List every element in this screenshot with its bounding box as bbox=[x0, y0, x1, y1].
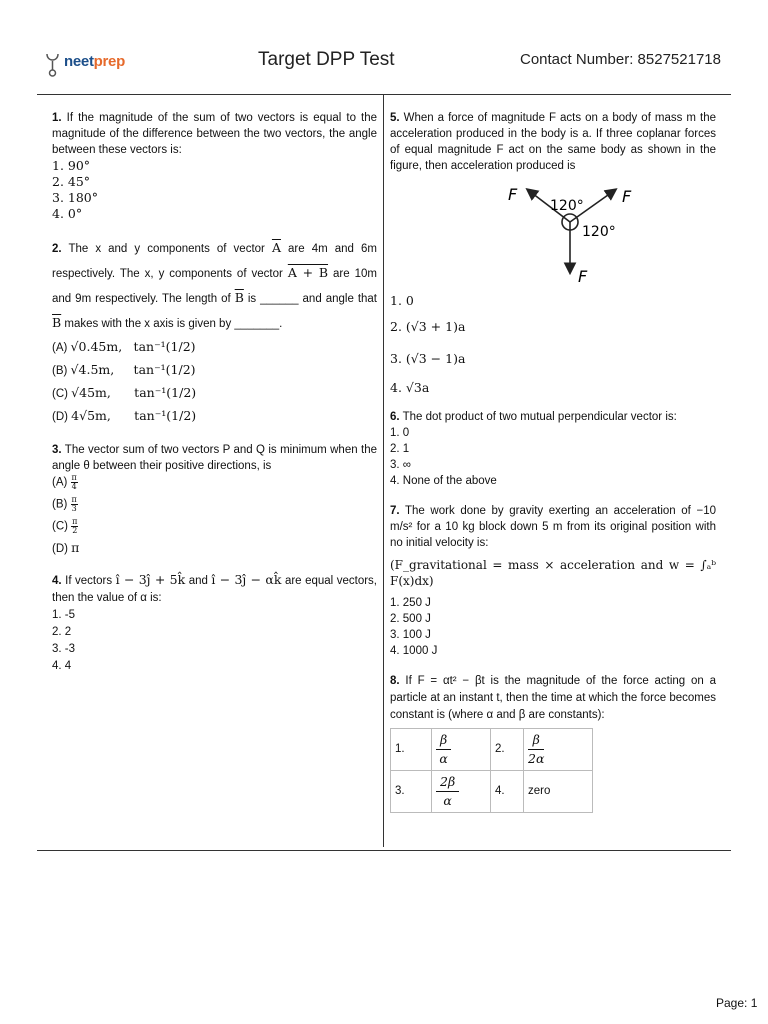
option: 3. 180° bbox=[52, 190, 99, 205]
question-text: When a force of magnitude F acts on a body of mass m the acceleration produced in the body is a. If three coplanar forces of equal magnitude F act on the same body as shown in the figure, then acceleration produced is bbox=[390, 112, 716, 172]
question-5 bbox=[390, 110, 716, 401]
option: 4. None of the above bbox=[390, 475, 497, 487]
contact-number: Contact Number: 8527521718 bbox=[520, 51, 721, 68]
option: (B) $\frac{\pi}{3}$ bbox=[52, 495, 77, 513]
option-value: $\frac{\beta}{\alpha}$ bbox=[432, 729, 491, 771]
work-formula: (F_gravitational = mass × acceleration and w = ∫ₐᵇ F(x)dx) bbox=[390, 558, 716, 588]
question-text: are equal vectors, then the value of α is: bbox=[52, 575, 378, 604]
question-number: 3. bbox=[52, 444, 62, 456]
question-number: 2. bbox=[52, 243, 62, 255]
right-column bbox=[390, 110, 716, 827]
question-text: makes with the x axis is given by _______. bbox=[64, 318, 283, 330]
question-number: 5. bbox=[390, 112, 400, 124]
option: 4. 0° bbox=[52, 206, 83, 221]
force-label: F bbox=[578, 267, 588, 285]
question-text: The vector sum of two vectors P and Q is minimum when the angle θ between their positive directions, is bbox=[52, 444, 377, 472]
option: 1. 90° bbox=[52, 158, 91, 173]
question-text: and bbox=[188, 575, 208, 587]
option-value: $\frac{2\beta}{\alpha}$ bbox=[432, 771, 491, 813]
option: 4. √3a bbox=[390, 380, 430, 395]
option: 2. 1 bbox=[390, 443, 410, 455]
page-title: Target DPP Test bbox=[258, 49, 395, 70]
question-text: The x and y components of vector bbox=[68, 243, 265, 255]
option-value: $\frac{\beta}{2\alpha}$ bbox=[524, 729, 593, 771]
question-number: 7. bbox=[390, 505, 400, 517]
option: 3. -3 bbox=[52, 643, 76, 655]
option: (B) √4.5m, tan⁻¹(1/2) bbox=[52, 362, 196, 377]
question-number: 4. bbox=[52, 575, 62, 587]
question-text: If the magnitude of the sum of two vectors is equal to the magnitude of the difference between the two vectors, the angle between these vectors is: bbox=[52, 112, 377, 156]
option: 3. (√3 − 1)a bbox=[390, 351, 466, 366]
page-header bbox=[0, 0, 768, 92]
option: 2. (√3 + 1)a bbox=[390, 319, 466, 334]
question-text: is ______ and angle that bbox=[247, 293, 378, 305]
option: (C) $\frac{\pi}{2}$ bbox=[52, 517, 78, 535]
option-label: 3. bbox=[391, 771, 432, 813]
question-4 bbox=[52, 571, 377, 675]
footer-divider bbox=[37, 850, 731, 851]
options-table bbox=[390, 728, 593, 813]
left-column bbox=[52, 110, 377, 689]
option-value: zero bbox=[524, 771, 593, 813]
option: 3. ∞ bbox=[390, 459, 411, 471]
option-label: 2. bbox=[491, 729, 524, 771]
option: 1. 250 J bbox=[390, 597, 431, 609]
logo-text: neetprep bbox=[64, 53, 125, 70]
option: 4. 4 bbox=[52, 660, 72, 672]
question-number: 1. bbox=[52, 112, 62, 124]
column-divider bbox=[383, 95, 384, 847]
question-3 bbox=[52, 442, 377, 557]
question-1 bbox=[52, 110, 377, 222]
vector-b: $\overline{B}$ bbox=[52, 315, 62, 330]
question-text: If vectors bbox=[65, 575, 113, 587]
header-divider bbox=[37, 94, 731, 95]
question-number: 6. bbox=[390, 411, 400, 423]
option: 2. 45° bbox=[52, 174, 91, 189]
option: 1. -5 bbox=[52, 609, 76, 621]
angle-label: 120° bbox=[582, 224, 616, 240]
options-list bbox=[52, 336, 377, 428]
force-label: F bbox=[508, 185, 518, 204]
vector-a-plus-b: A + B bbox=[287, 265, 329, 280]
question-8 bbox=[390, 673, 716, 813]
force-diagram bbox=[500, 180, 640, 285]
question-text: If F = αt² − βt is the magnitude of the force acting on a particle at an instant t, then the time at which the force becomes constant is (where α and β are constants): bbox=[390, 675, 716, 721]
option: 3. 100 J bbox=[390, 629, 431, 641]
vector-2: î − 3ĵ − αk̂ bbox=[211, 572, 282, 587]
vector-a: $\overline{A}$ bbox=[271, 240, 281, 255]
option: (D) 4√5m, tan⁻¹(1/2) bbox=[52, 408, 197, 423]
question-text: The dot product of two mutual perpendicular vector is: bbox=[402, 411, 677, 423]
option-label: 1. bbox=[391, 729, 432, 771]
question-6 bbox=[390, 409, 716, 489]
angle-label: 120° bbox=[550, 198, 584, 214]
question-7 bbox=[390, 503, 716, 659]
option: (A) $\frac{\pi}{4}$ bbox=[52, 473, 77, 491]
vector-1: î − 3ĵ + 5k̂ bbox=[115, 572, 186, 587]
option: 1. 0 bbox=[390, 293, 414, 308]
force-label: F bbox=[622, 187, 632, 206]
question-number: 8. bbox=[390, 675, 400, 687]
option-label: 4. bbox=[491, 771, 524, 813]
vector-b: $\overline{B}$ bbox=[234, 290, 244, 305]
question-text: are 10m and 9m respectively. The length of bbox=[52, 268, 377, 305]
option: (C) √45m, tan⁻¹(1/2) bbox=[52, 385, 197, 400]
stethoscope-icon bbox=[44, 52, 62, 78]
option: 4. 1000 J bbox=[390, 645, 438, 657]
page-number: Page: 1 bbox=[716, 996, 758, 1010]
option: 2. 500 J bbox=[390, 613, 431, 625]
option: (D) π bbox=[52, 540, 80, 555]
question-text: are 4m and 6m respectively. The x, y components of vector bbox=[52, 243, 377, 280]
neetprep-logo bbox=[44, 52, 144, 80]
question-text: The work done by gravity exerting an acceleration of −10 m/s² for a 10 kg block down 5 m from its original position with no initial velocity is: bbox=[390, 505, 716, 549]
option: 2. 2 bbox=[52, 626, 72, 638]
option: (A) √0.45m, tan⁻¹(1/2) bbox=[52, 339, 196, 354]
question-2 bbox=[52, 236, 377, 428]
option: 1. 0 bbox=[390, 427, 410, 439]
